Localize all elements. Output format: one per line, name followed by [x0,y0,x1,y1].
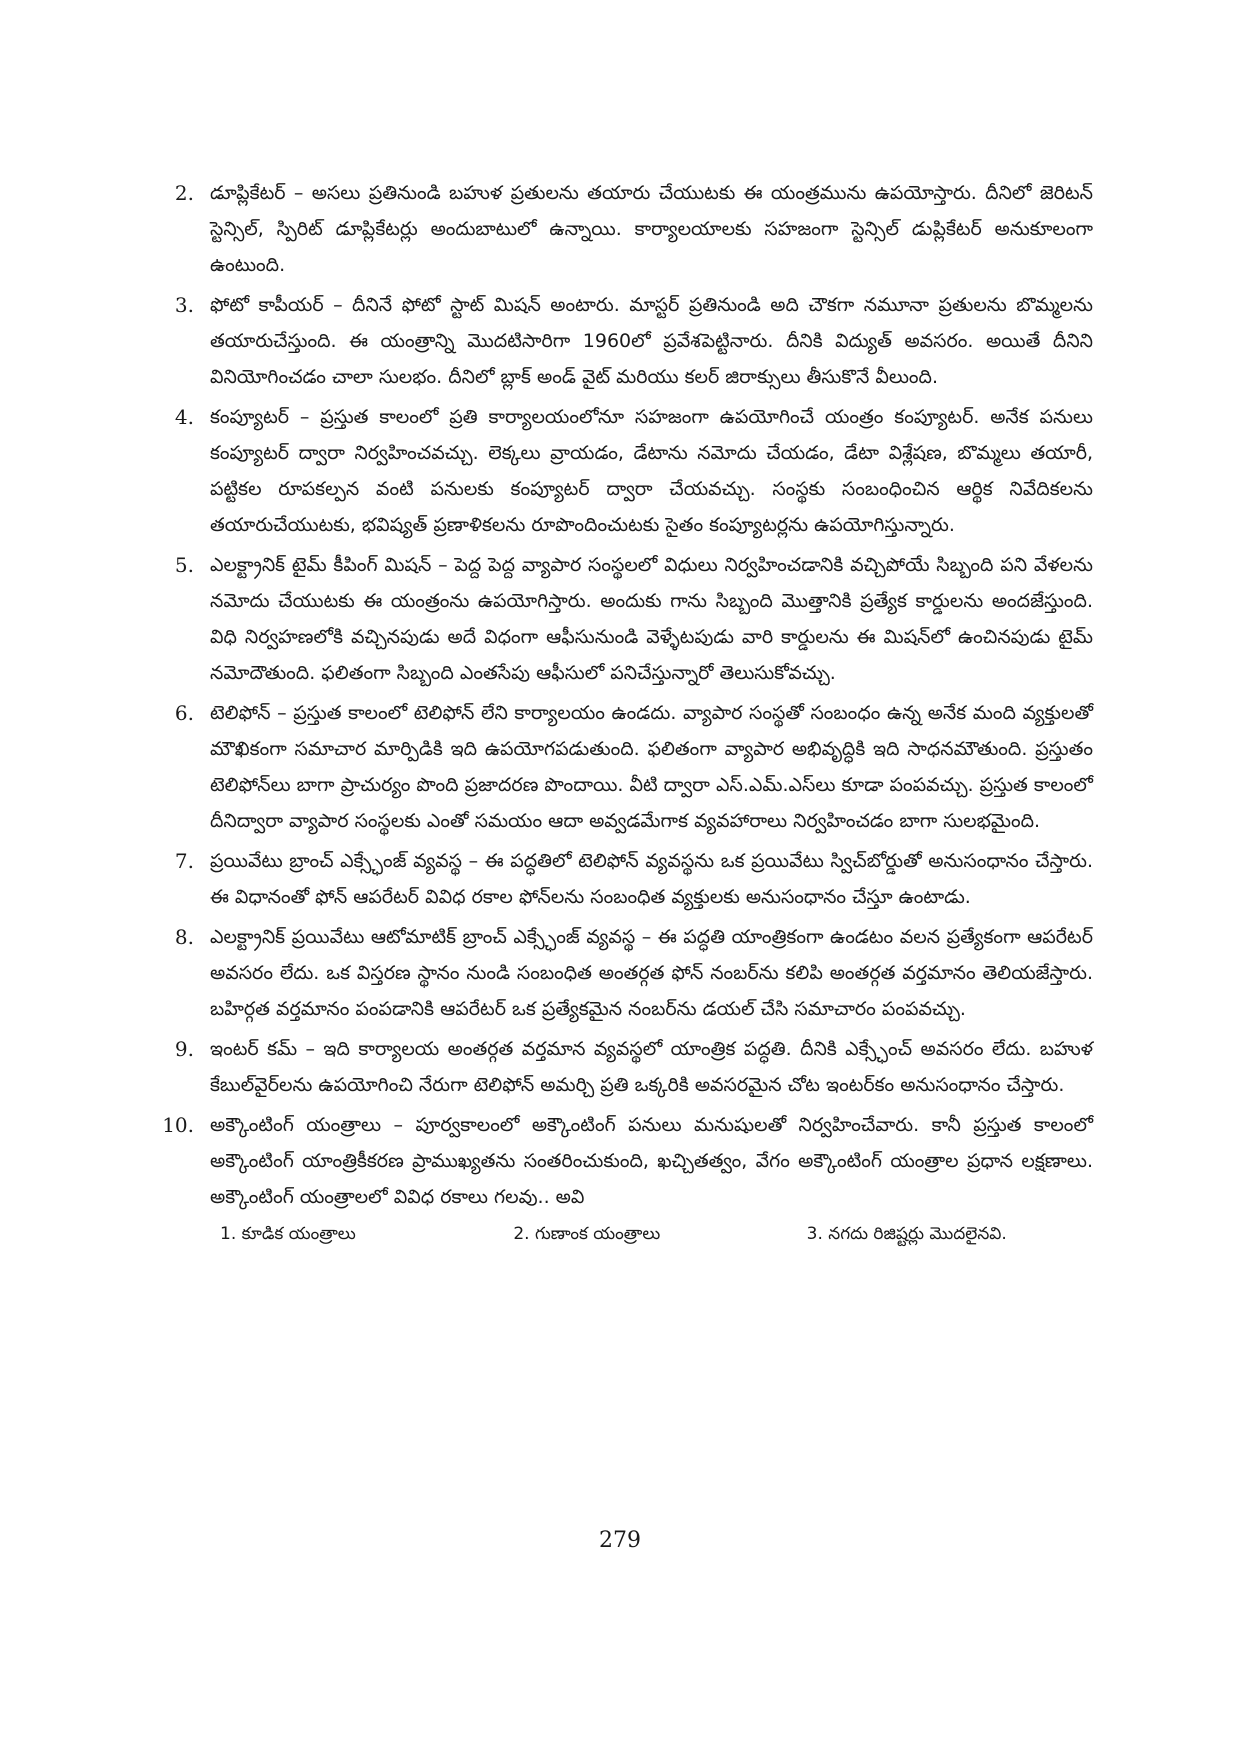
list-item [148,843,1093,915]
sub-item: 3. నగదు రిజిష్టర్లు మొదలైనవి. [806,1224,1007,1244]
item-text: ప్రయివేటు బ్రాంచ్ ఎక్స్ఛేంజ్ వ్యవస్థ – ఈ పద్ధతిలో టెలిఫోన్ వ్యవస్థను ఒక ప్రయివేటు స్విచ్‌బోర్డుతో అనుసంధానం చేస్తారు. ఈ విధానంతో ఫోన్ ఆపరేటర్ వివిధ రకాల ఫోన్‌లను సంబంధిత వ్యక్తులకు అనుసంధానం చేస్తూ ఉంటాడు. [210,850,1093,908]
list-item [148,919,1093,1027]
list-item [148,547,1093,691]
item-text: కంప్యూటర్ – ప్రస్తుత కాలంలో ప్రతి కార్యాలయంలోనూ సహజంగా ఉపయోగించే యంత్రం కంప్యూటర్. అనేక పనులు కంప్యూటర్ ద్వారా నిర్వహించవచ్చు. లెక్కలు వ్రాయడం, డేటాను నమోదు చేయడం, డేటా విశ్లేషణ, బొమ్మలు తయారీ, పట్టికల రూపకల్పన వంటి పనులకు కంప్యూటర్ ద్వారా చేయవచ్చు. సంస్థకు సంబంధించిన ఆర్థిక నివేదికలను తయారుచేయుటకు, భవిష్యత్ ప్రణాళికలను రూపొందించుటకు సైతం కంప్యూటర్లను ఉపయోగిస్తున్నారు. [210,406,1093,536]
list-item [148,695,1093,839]
item-number: 6. [174,701,194,725]
machine-list [148,175,1093,1249]
item-number: 9. [174,1037,194,1061]
item-number: 5. [174,553,194,577]
item-number: 10. [162,1113,194,1137]
item-number: 7. [174,849,194,873]
item-text: టెలిఫోన్ – ప్రస్తుత కాలంలో టెలిఫోన్ లేని కార్యాలయం ఉండదు. వ్యాపార సంస్థతో సంబంధం ఉన్న అనేక మంది వ్యక్తులతో మౌఖికంగా సమాచార మార్పిడికి ఇది ఉపయోగపడుతుంది. ఫలితంగా వ్యాపార అభివృద్ధికి ఇది సాధనమౌతుంది. ప్రస్తుతం టెలిఫోన్‌లు బాగా ప్రాచుర్యం పొంది ప్రజాదరణ పొందాయి. వీటి ద్వారా ఎస్.ఎమ్.ఎస్‌లు కూడా పంపవచ్చు. ప్రస్తుత కాలంలో దీనిద్వారా వ్యాపార సంస్థలకు ఎంతో సమయం ఆదా అవ్వడమేగాక వ్యవహారాలు నిర్వహించడం బాగా సులభమైంది. [210,702,1093,832]
sub-item: 2. గుణాంక యంత్రాలు [513,1224,661,1244]
item-number: 2. [174,181,194,205]
item-text: ఎలక్ట్రానిక్ ప్రయివేటు ఆటోమాటిక్ బ్రాంచ్ ఎక్స్ఛేంజ్ వ్యవస్థ – ఈ పద్ధతి యాంత్రికంగా ఉండటం వలన ప్రత్యేకంగా ఆపరేటర్ అవసరం లేదు. ఒక విస్తరణ స్థానం నుండి సంబంధిత అంతర్గత ఫోన్ నంబర్‌ను కలిపి అంతర్గత వర్తమానం తెలియజేస్తారు. బహిర్గత వర్తమానం పంపడానికి ఆపరేటర్ ఒక ప్రత్యేకమైన నంబర్‌ను డయల్ చేసి సమాచారం పంపవచ్చు. [210,926,1093,1020]
item-number: 3. [174,293,194,317]
list-item [148,399,1093,543]
sub-item: 1. కూడిక యంత్రాలు [220,1224,356,1244]
item-text: ఇంటర్ కమ్ – ఇది కార్యాలయ అంతర్గత వర్తమాన వ్యవస్థలో యాంత్రిక పద్ధతి. దీనికి ఎక్స్ఛేంచ్ అవసరం లేదు. బహుళ కేబుల్‌వైర్‌లను ఉపయోగించి నేరుగా టెలిఫోన్ అమర్చి ప్రతి ఒక్కరికి అవసరమైన చోట ఇంటర్‌కం అనుసంధానం చేస్తారు. [210,1038,1093,1096]
list-item [148,175,1093,283]
item-text: అక్కౌంటింగ్ యంత్రాలు – పూర్వకాలంలో అక్కౌంటింగ్ పనులు మనుషులతో నిర్వహించేవారు. కానీ ప్రస్తుత కాలంలో అక్కౌంటింగ్ యాంత్రికీకరణ ప్రాముఖ్యతను సంతరించుకుంది, ఖచ్చితత్వం, వేగం అక్కౌంటింగ్ యంత్రాల ప్రధాన లక్షణాలు. అక్కౌంటింగ్ యంత్రాలలో వివిధ రకాలు గలవు.. అవి [210,1114,1093,1208]
list-item [148,287,1093,395]
item-text: ఎలక్ట్రానిక్ టైమ్ కీపింగ్ మిషన్ – పెద్ద పెద్ద వ్యాపార సంస్థలలో విధులు నిర్వహించడానికి వచ్చిపోయే సిబ్బంది పని వేళలను నమోదు చేయుటకు ఈ యంత్రంను ఉపయోగిస్తారు. అందుకు గాను సిబ్బంది మొత్తానికి ప్రత్యేక కార్డులను అందజేస్తుంది. విధి నిర్వహణలోకి వచ్చినపుడు అదే విధంగా ఆఫీసునుండి వెళ్ళేటపుడు వారి కార్డులను ఈ మిషన్‌లో ఉంచినపుడు టైమ్ నమోదౌతుంది. ఫలితంగా సిబ్బంది ఎంతసేపు ఆఫీసులో పనిచేస్తున్నారో తెలుసుకోవచ్చు. [210,554,1093,684]
item-text: ఫోటో కాపీయర్ – దీనినే ఫోటో స్టాట్ మిషన్ అంటారు. మాస్టర్ ప్రతినుండి అది చౌకగా నమూనా ప్రతులను బొమ్మలను తయారుచేస్తుంది. ఈ యంత్రాన్ని మొదటిసారిగా 1960లో ప్రవేశపెట్టినారు. దీనికి విద్యుత్ అవసరం. అయితే దీనిని వినియోగించడం చాలా సులభం. దీనిలో బ్లాక్ అండ్ వైట్ మరియు కలర్ జిరాక్సులు తీసుకొనే వీలుంది. [210,294,1093,388]
page-number: 279 [599,1528,641,1553]
item-text: డూప్లికేటర్ – అసలు ప్రతినుండి బహుళ ప్రతులను తయారు చేయుటకు ఈ యంత్రమును ఉపయోస్తారు. దీనిలో జెరిటన్ స్టెన్సిల్, స్పిరిట్ డూప్లికేటర్లు అందుబాటులో ఉన్నాయి. కార్యాలయాలకు సహజంగా స్టెన్సిల్ డుప్లికేటర్ అనుకూలంగా ఉంటుంది. [210,182,1093,276]
item-number: 8. [174,925,194,949]
accounting-machine-types [220,1219,1100,1249]
list-item [148,1107,1093,1215]
item-number: 4. [174,405,194,429]
list-item [148,1031,1093,1103]
